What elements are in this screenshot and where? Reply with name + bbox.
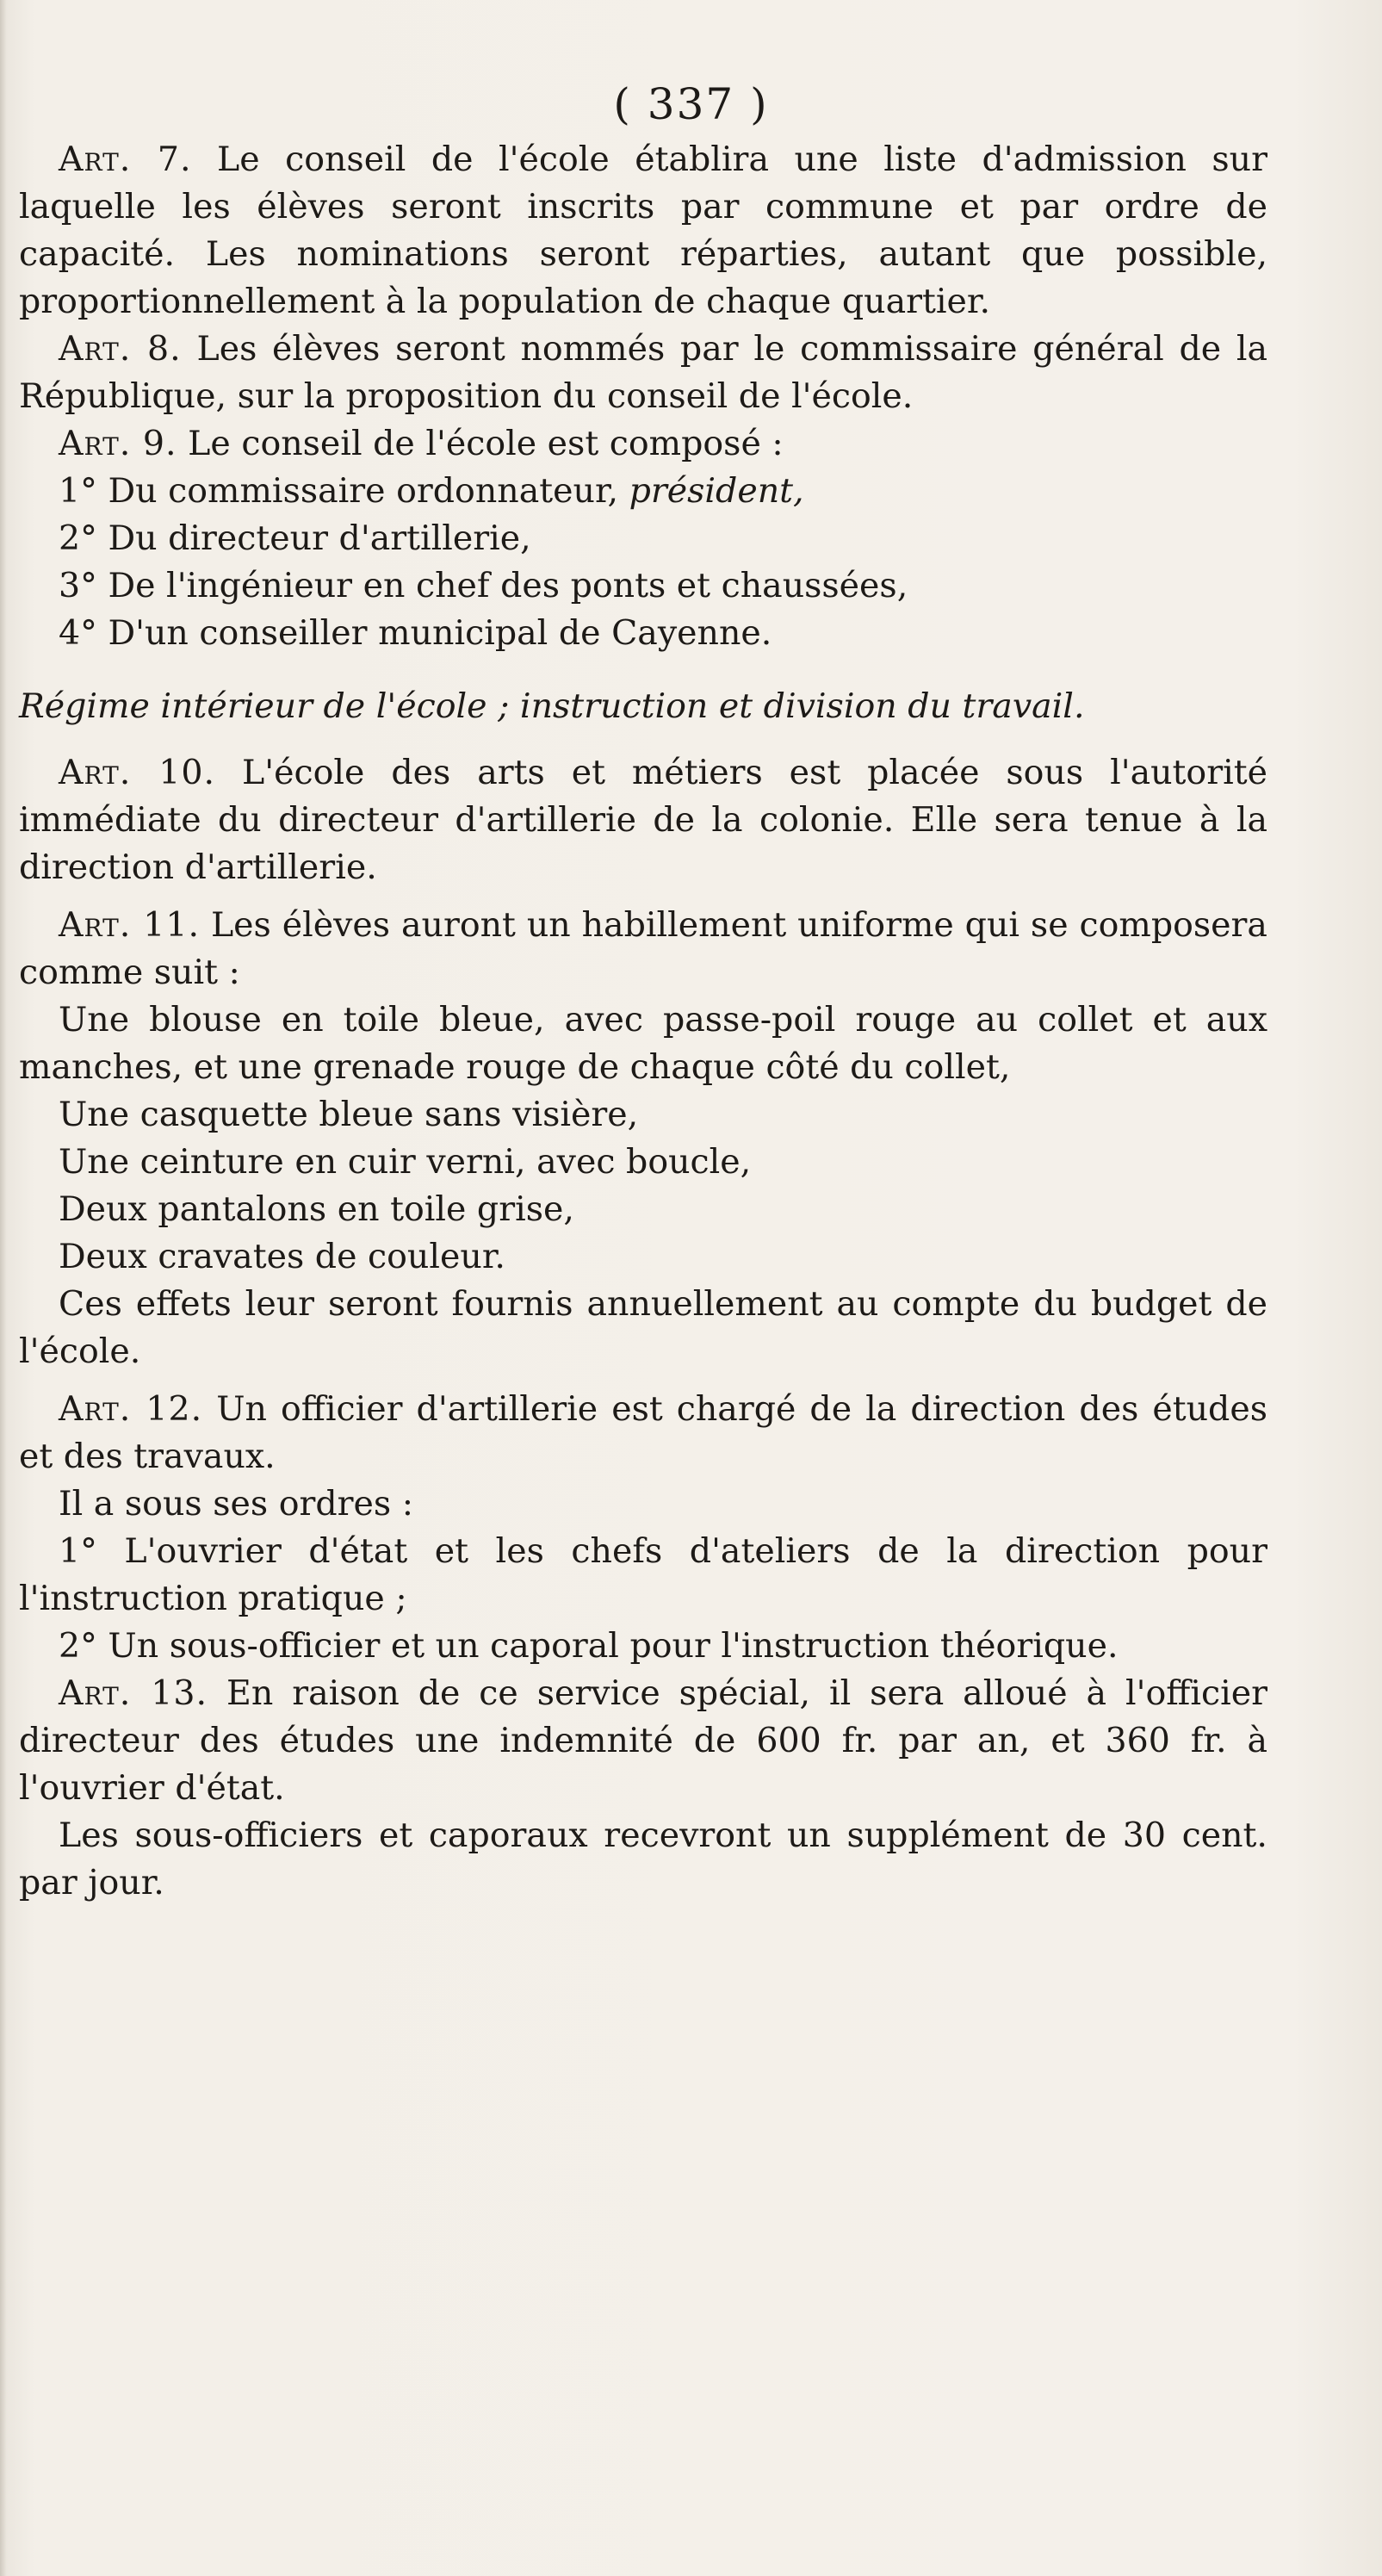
article-9 <box>19 420 1267 468</box>
article-8-label: Art. 8. <box>59 329 182 369</box>
item-number: 3° <box>59 566 97 605</box>
item-text: De l'ingénieur en chef des ponts et chaussées, <box>108 566 908 605</box>
article-9-item-4 <box>19 610 1267 657</box>
article-13-label: Art. 13. <box>59 1673 208 1713</box>
article-12 <box>19 1386 1267 1480</box>
article-11-item-3: Une ceinture en cuir verni, avec boucle, <box>59 1142 752 1182</box>
article-12-item-1: 1° L'ouvrier d'état et les chefs d'ateliers de la direction pour l'instruction pratique ; <box>19 1531 1267 1618</box>
item-number: 4° <box>59 613 97 653</box>
article-13-closing: Les sous-officiers et caporaux recevront un supplément de 30 cent. par jour. <box>19 1816 1267 1903</box>
article-8-text: Les élèves seront nommés par le commissaire général de la République, sur la proposition du conseil de l'école. <box>19 329 1268 416</box>
article-7-label: Art. 7. <box>59 140 192 179</box>
article-10 <box>19 749 1267 891</box>
article-7 <box>19 136 1267 326</box>
article-11-closing: Ces effets leur seront fournis annuellement au compte du budget de l'école. <box>19 1284 1267 1371</box>
article-9-item-2 <box>19 515 1267 562</box>
article-12-intro: Il a sous ses ordres : <box>59 1484 414 1524</box>
article-11-text: Les élèves auront un habillement uniforme qui se composera comme suit : <box>19 905 1267 992</box>
item-role: président, <box>629 471 804 511</box>
section-heading: Régime intérieur de l'école ; instruction et division du travail. <box>19 686 1085 726</box>
article-12-text: Un officier d'artillerie est chargé de la direction des études et des travaux. <box>19 1389 1267 1476</box>
page-body <box>19 136 1267 1907</box>
article-12-label: Art. 12. <box>59 1389 203 1429</box>
article-10-text: L'école des arts et métiers est placée sous l'autorité immédiate du directeur d'artillerie de la colonie. Elle sera tenue à la direction d'artillerie. <box>19 753 1267 887</box>
article-13 <box>19 1670 1267 1812</box>
page-number: ( 337 ) <box>613 79 769 129</box>
article-9-label: Art. 9. <box>59 424 177 463</box>
item-number: 1° <box>59 471 97 511</box>
article-11 <box>19 902 1267 996</box>
article-11-item-4: Deux pantalons en toile grise, <box>59 1189 574 1229</box>
article-11-item-1: Une blouse en toile bleue, avec passe-poil rouge au collet et aux manches, et une grenade rouge de chaque côté du collet, <box>19 1000 1267 1087</box>
item-text: Du commissaire ordonnateur, <box>108 471 629 511</box>
article-7-text: Le conseil de l'école établira une liste d'admission sur laquelle les élèves seront inscrits par commune et par ordre de capacité. Les nominations seront réparties, autant que possible, proportionnellement à la population de chaque quartier. <box>19 140 1267 321</box>
article-9-text: Le conseil de l'école est composé : <box>188 424 784 463</box>
article-10-label: Art. 10. <box>59 753 216 792</box>
article-12-item-2: 2° Un sous-officier et un caporal pour l'instruction théorique. <box>59 1626 1119 1666</box>
article-13-text: En raison de ce service spécial, il sera alloué à l'officier directeur des études une indemnité de 600 fr. par an, et 360 fr. à l'ouvrier d'état. <box>19 1673 1267 1808</box>
article-9-item-1 <box>19 468 1267 515</box>
article-11-label: Art. 11. <box>59 905 201 945</box>
item-text: D'un conseiller municipal de Cayenne. <box>108 613 772 653</box>
article-11-item-2: Une casquette bleue sans visière, <box>59 1095 639 1134</box>
article-11-item-5: Deux cravates de couleur. <box>59 1237 505 1276</box>
item-text: Du directeur d'artillerie, <box>108 518 531 558</box>
article-9-item-3 <box>19 562 1267 610</box>
article-8 <box>19 326 1267 420</box>
item-number: 2° <box>59 518 97 558</box>
page-gutter <box>0 0 7 2576</box>
